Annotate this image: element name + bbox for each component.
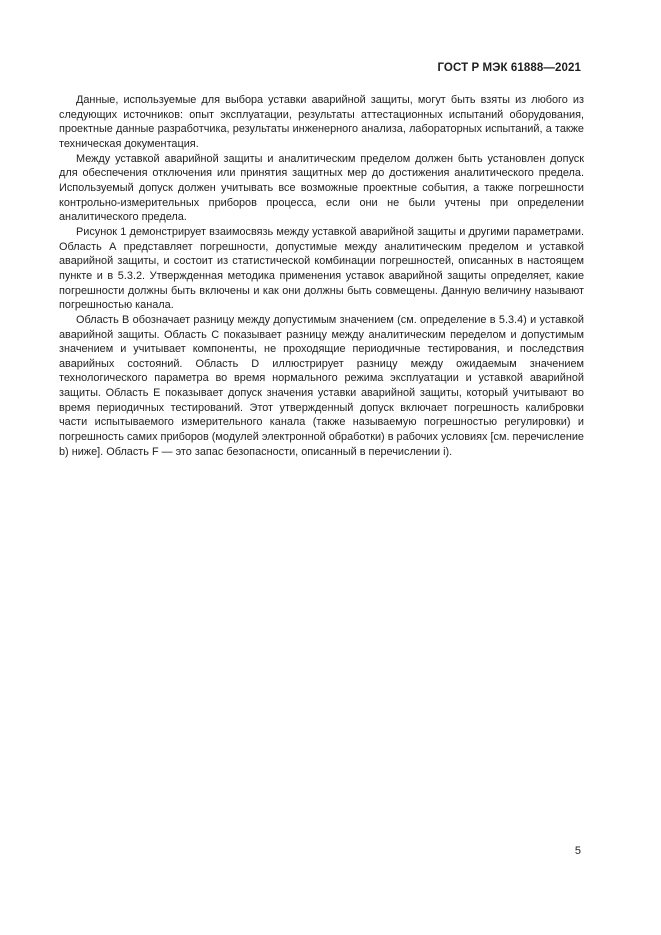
document-header: [437, 62, 581, 74]
paragraph-tolerance: Между уставкой аварийной защиты и аналитическим пределом должен быть установлен допуск для обеспечения отключения или принятия защитных мер до достижения аналитического предела. Используемый допуск должен учитывать все возможные проектные события, а также погрешности контрольно-измерительных приборов процесса, если они не были учтены при определении аналитического предела.: [59, 152, 584, 224]
document-body: [59, 93, 584, 459]
paragraph-data-sources: Данные, используемые для выбора уставки аварийной защиты, могут быть взяты из любого из следующих источников: опыт эксплуатации, результаты аттестационных испытаний оборудования, проектные данные разработчика, результаты инженерного анализа, лабораторных испытаний, а также техническая документация.: [59, 94, 584, 150]
standard-designation: ГОСТ Р МЭК 61888—2021: [437, 62, 581, 74]
paragraph-regions: Область В обозначает разницу между допустимым значением (см. определение в 5.3.4) и уставкой аварийной защиты. Область С показывает разницу между аналитическим переделом и допустимым значением и учитывает компоненты, не проходящие периодичные тестирования, и последствия аварийных состояний. Область D иллюстрирует разницу между ожидаемым значением технологического параметра во время нормального режима эксплуатации и уставкой аварийной защиты. Область Е показывает допуск значения уставки аварийной защиты, который учитывают во время периодичных тестирований. Этот утвержденный допуск включает погрешность калибровки части испытываемого измерительного канала (также называемую погрешностью регулировки) и погрешность самих приборов (модулей электронной обработки) в рабочих условиях [см. перечисление b) ниже]. Область F — это запас безопасности, описанный в перечислении i).: [59, 313, 584, 458]
paragraph-figure-1: Рисунок 1 демонстрирует взаимосвязь между уставкой аварийной защиты и другими параметрами. Область А представляет погрешности, допустимые между аналитическим пределом и уставкой аварийной защиты, и состоит из статистической комбинации погрешностей, описанных в настоящем пункте и в 5.3.2. Утвержденная методика применения уставок аварийной защиты определяет, какие погрешности должны быть включены и как они должны быть совмещены. Данную величину называют погрешностью канала.: [59, 225, 584, 312]
page-number: 5: [574, 845, 581, 857]
